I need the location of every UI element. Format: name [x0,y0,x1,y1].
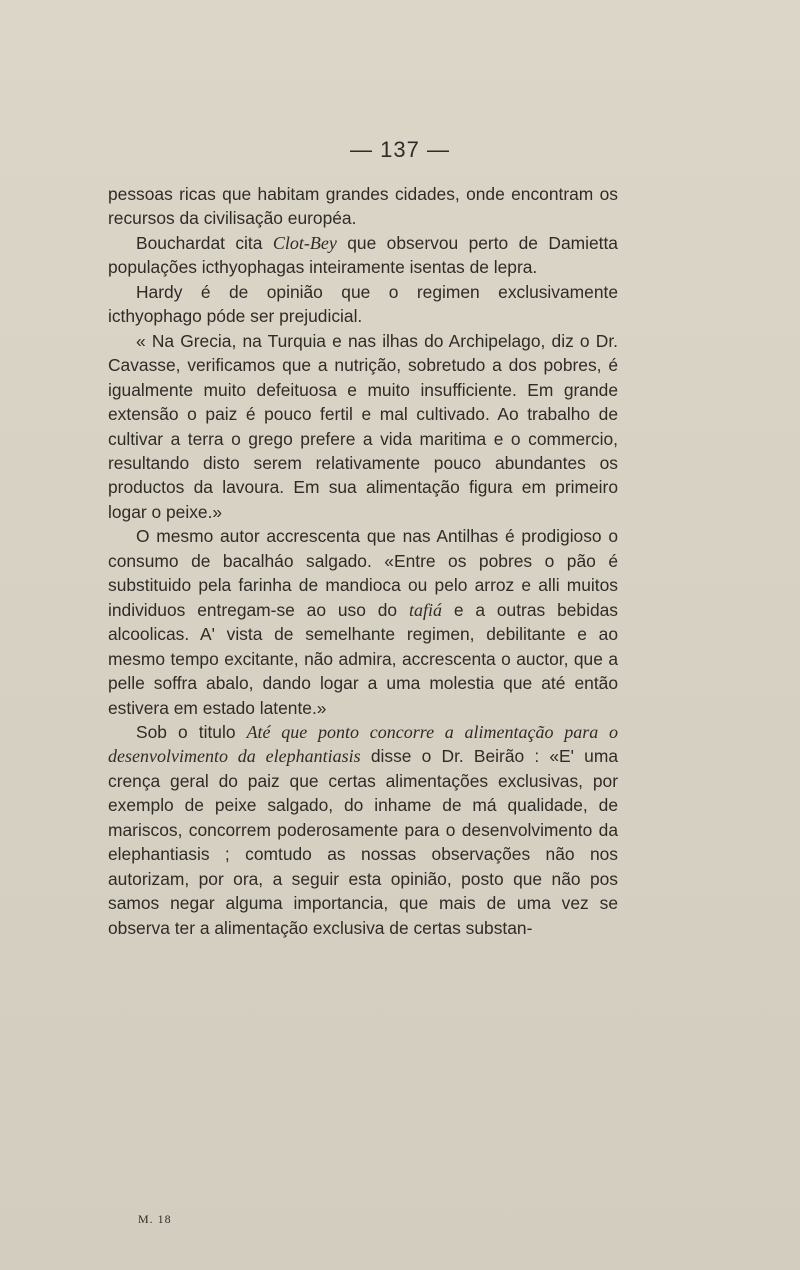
paragraph-4: « Na Grecia, na Turquia e nas ilhas do Archipelago, diz o Dr. Cavasse, verificamos que a nutrição, sobretudo a dos pobres, é igualmente muito defeituosa e muito insufficiente. Em grande extensão o paiz é pouco fertil e mal cultivado. Ao trabalho de cultivar a terra o grego prefere a vida maritima e o commercio, resultando disto serem relativamente pouco abundantes os productos da lavoura. Em sua alimentação figura em primeiro logar o peixe.» [108,330,618,522]
paragraph-5-text-b: e a outras bebidas alcoolicas. A' vista de semelhante regimen, debilitante e ao mesmo tempo excitante, não admira, accrescenta o auctor, que a pelle soffra abalo, dando logar a uma molestia que até então estivera em estado latente.» [108,599,618,718]
signature-mark: M. 18 [138,1212,172,1226]
paragraph-2-emphasis: Clot-Bey [272,232,337,253]
paragraph-5 [108,524,618,720]
page-number-header: — 137 — [350,137,450,162]
paragraph-1: pessoas ricas que habitam grandes cidades, onde encontram os recursos da civilisação européa. [108,184,618,229]
paragraph-2-text-b: que observou perto de Damietta populações icthyophagas inteiramente isentas de lepra. [108,232,618,278]
paragraph-6-text-b: disse o Dr. Beirão : «E' uma crença geral do paiz que certas alimentações exclusivas, por exemplo de peixe salgado, do inhame de má qualidade, de mariscos, concorrem poderosamente para o desenvolvimento da elephantiasis ; comtudo as nossas observações não nos autorizam, por ora, a seguir esta opinião, posto que não pos samos negar alguma importancia, que mais de uma vez se observa ter a alimentação exclusiva de certas substan- [108,746,618,938]
paragraph-6-emphasis: Até que ponto concorre a alimentação para o desenvolvimento da elephantiasis [108,721,618,767]
paragraph-6 [108,720,618,940]
paragraph-3: Hardy é de opinião que o regimen exclusivamente icthyophago póde ser prejudicial. [108,281,618,327]
paragraph-2 [108,231,618,280]
paragraph-6-text-a: Sob o titulo [136,721,247,742]
body-text [108,182,618,940]
paragraph-5-emphasis: tafiá [408,599,442,620]
paragraph-5-text-a: O mesmo autor accrescenta que nas Antilhas é prodigioso o consumo de bacalháo salgado. «Entre os pobres o pão é substituido pela farinha de mandioca ou pelo arroz e alli muitos individuos entregam-se ao uso do [108,526,618,620]
paragraph-2-text-a: Bouchardat cita [136,232,273,253]
